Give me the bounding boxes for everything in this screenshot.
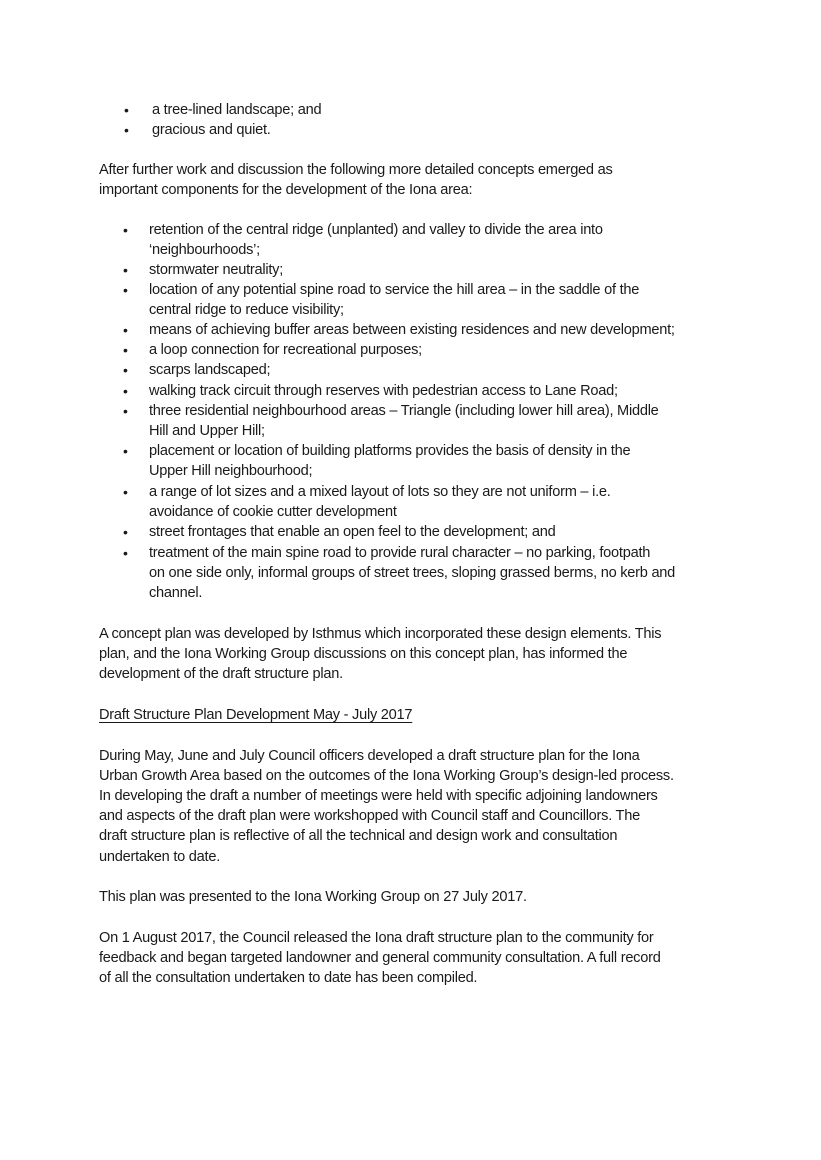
paragraph-line: important components for the development of the Iona area: xyxy=(99,182,473,198)
list-item: treatment of the main spine road to provide rural character – no parking, footpath xyxy=(149,545,651,561)
bullet-icon: • xyxy=(123,524,128,540)
bullet-icon: • xyxy=(124,102,129,118)
list-item-continuation: channel. xyxy=(149,585,203,601)
bullet-icon: • xyxy=(123,262,128,278)
bullet-icon: • xyxy=(123,383,128,399)
list-item-continuation: avoidance of cookie cutter development xyxy=(149,504,397,520)
bullet-icon: • xyxy=(123,282,128,298)
list-item: placement or location of building platforms provides the basis of density in the xyxy=(149,443,631,459)
list-item: a loop connection for recreational purposes; xyxy=(149,342,422,358)
paragraph-line: development of the draft structure plan. xyxy=(99,666,343,682)
list-item: walking track circuit through reserves with pedestrian access to Lane Road; xyxy=(149,383,618,399)
paragraph-line: of all the consultation undertaken to date has been compiled. xyxy=(99,970,478,986)
paragraph-line: In developing the draft a number of meetings were held with specific adjoining landowners xyxy=(99,788,658,804)
list-item-continuation: ‘neighbourhoods’; xyxy=(149,242,260,258)
list-item: means of achieving buffer areas between existing residences and new development; xyxy=(149,322,675,338)
list-item-continuation: on one side only, informal groups of street trees, sloping grassed berms, no kerb and xyxy=(149,565,676,581)
paragraph-line: A concept plan was developed by Isthmus which incorporated these design elements. This xyxy=(99,626,662,642)
list-item-continuation: central ridge to reduce visibility; xyxy=(149,302,344,318)
paragraph-line: feedback and began targeted landowner and general community consultation. A full record xyxy=(99,950,661,966)
paragraph-line: undertaken to date. xyxy=(99,849,221,865)
bullet-icon: • xyxy=(123,362,128,378)
paragraph-line: draft structure plan is reflective of all the technical and design work and consultation xyxy=(99,828,618,844)
list-item: retention of the central ridge (unplanted) and valley to divide the area into xyxy=(149,222,603,238)
list-item: gracious and quiet. xyxy=(152,122,271,138)
bullet-icon: • xyxy=(123,484,128,500)
bullet-icon: • xyxy=(123,443,128,459)
paragraph-line: plan, and the Iona Working Group discussions on this concept plan, has informed the xyxy=(99,646,628,662)
bullet-icon: • xyxy=(123,222,128,238)
list-item-continuation: Hill and Upper Hill; xyxy=(149,423,265,439)
bullet-icon: • xyxy=(123,403,128,419)
paragraph-line: On 1 August 2017, the Council released the Iona draft structure plan to the community for xyxy=(99,930,654,946)
paragraph-line: and aspects of the draft plan were workshopped with Council staff and Councillors. The xyxy=(99,808,640,824)
list-item: a range of lot sizes and a mixed layout of lots so they are not uniform – i.e. xyxy=(149,484,611,500)
paragraph-line: This plan was presented to the Iona Working Group on 27 July 2017. xyxy=(99,889,527,905)
list-item-continuation: Upper Hill neighbourhood; xyxy=(149,463,313,479)
paragraph-line: During May, June and July Council officers developed a draft structure plan for the Iona xyxy=(99,748,640,764)
list-item: location of any potential spine road to service the hill area – in the saddle of the xyxy=(149,282,640,298)
paragraph-line: Urban Growth Area based on the outcomes of the Iona Working Group’s design-led process. xyxy=(99,768,674,784)
section-heading: Draft Structure Plan Development May - July 2017 xyxy=(99,707,413,723)
list-item: a tree-lined landscape; and xyxy=(152,102,322,118)
bullet-icon: • xyxy=(123,322,128,338)
list-item: stormwater neutrality; xyxy=(149,262,283,278)
bullet-icon: • xyxy=(123,342,128,358)
list-item: three residential neighbourhood areas – Triangle (including lower hill area), Middle xyxy=(149,403,659,419)
bullet-icon: • xyxy=(124,122,129,138)
list-item: scarps landscaped; xyxy=(149,362,271,378)
list-item: street frontages that enable an open feel to the development; and xyxy=(149,524,556,540)
paragraph-line: After further work and discussion the following more detailed concepts emerged as xyxy=(99,162,613,178)
bullet-icon: • xyxy=(123,545,128,561)
